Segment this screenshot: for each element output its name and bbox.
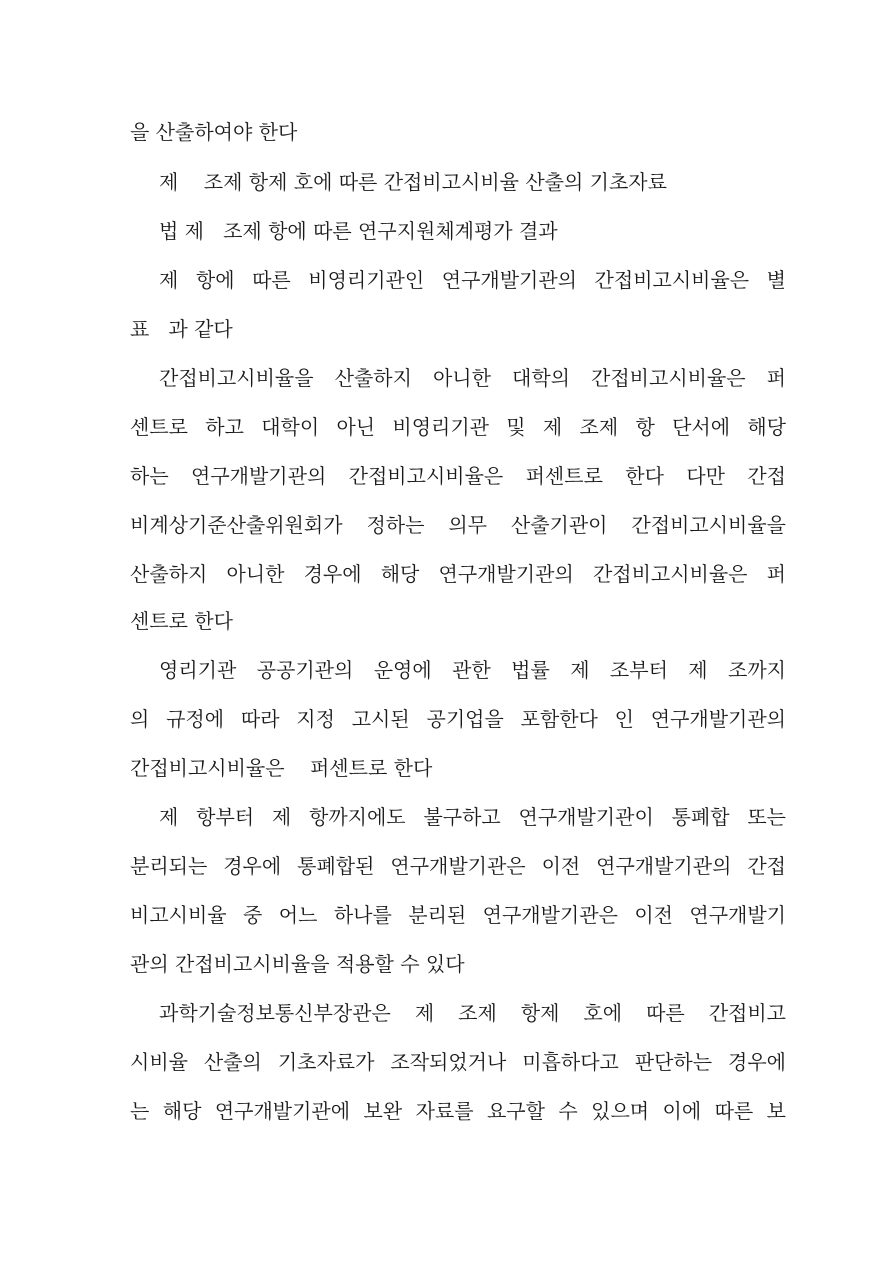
text-line: 과학기술정보통신부장관은 제 조제 항제 호에 따른 간접비고: [159, 1001, 786, 1025]
text-line: 법 제 조제 항에 따른 연구지원체계평가 결과: [159, 219, 558, 243]
text-line: 센트로 하고 대학이 아닌 비영리기관 및 제 조제 항 단서에 해당: [130, 415, 786, 439]
text-line: 분리되는 경우에 통폐합된 연구개발기관은 이전 연구개발기관의 간접: [130, 854, 786, 878]
text-line: 간접비고시비율은 퍼센트로 한다: [130, 756, 433, 780]
text-line: 제 조제 항제 호에 따른 간접비고시비율 산출의 기초자료: [159, 170, 667, 194]
text-line: 제 항에 따른 비영리기관인 연구개발기관의 간접비고시비율은 별: [159, 268, 786, 292]
text-line: 시비율 산출의 기초자료가 조작되었거나 미흡하다고 판단하는 경우에: [130, 1050, 786, 1074]
text-line: 표 과 같다: [130, 317, 233, 341]
text-line: 간접비고시비율을 산출하지 아니한 대학의 간접비고시비율은 퍼: [159, 366, 786, 390]
text-line: 을 산출하여야 한다: [130, 120, 298, 144]
text-line: 는 해당 연구개발기관에 보완 자료를 요구할 수 있으며 이에 따른 보: [130, 1099, 786, 1123]
text-line: 제 항부터 제 항까지에도 불구하고 연구개발기관이 통폐합 또는: [159, 805, 786, 829]
text-line: 비고시비율 중 어느 하나를 분리된 연구개발기관은 이전 연구개발기: [130, 903, 786, 927]
text-line: 센트로 한다: [130, 609, 233, 633]
text-line: 의 규정에 따라 지정 고시된 공기업을 포함한다 인 연구개발기관의: [130, 707, 786, 731]
text-line: 영리기관 공공기관의 운영에 관한 법률 제 조부터 제 조까지: [159, 658, 786, 682]
text-line: 관의 간접비고시비율을 적용할 수 있다: [130, 952, 465, 976]
text-line: 하는 연구개발기관의 간접비고시비율은 퍼센트로 한다 다만 간접: [130, 464, 786, 488]
text-line: 비계상기준산출위원회가 정하는 의무 산출기관이 간접비고시비율을: [130, 513, 786, 537]
text-line: 산출하지 아니한 경우에 해당 연구개발기관의 간접비고시비율은 퍼: [130, 562, 786, 586]
